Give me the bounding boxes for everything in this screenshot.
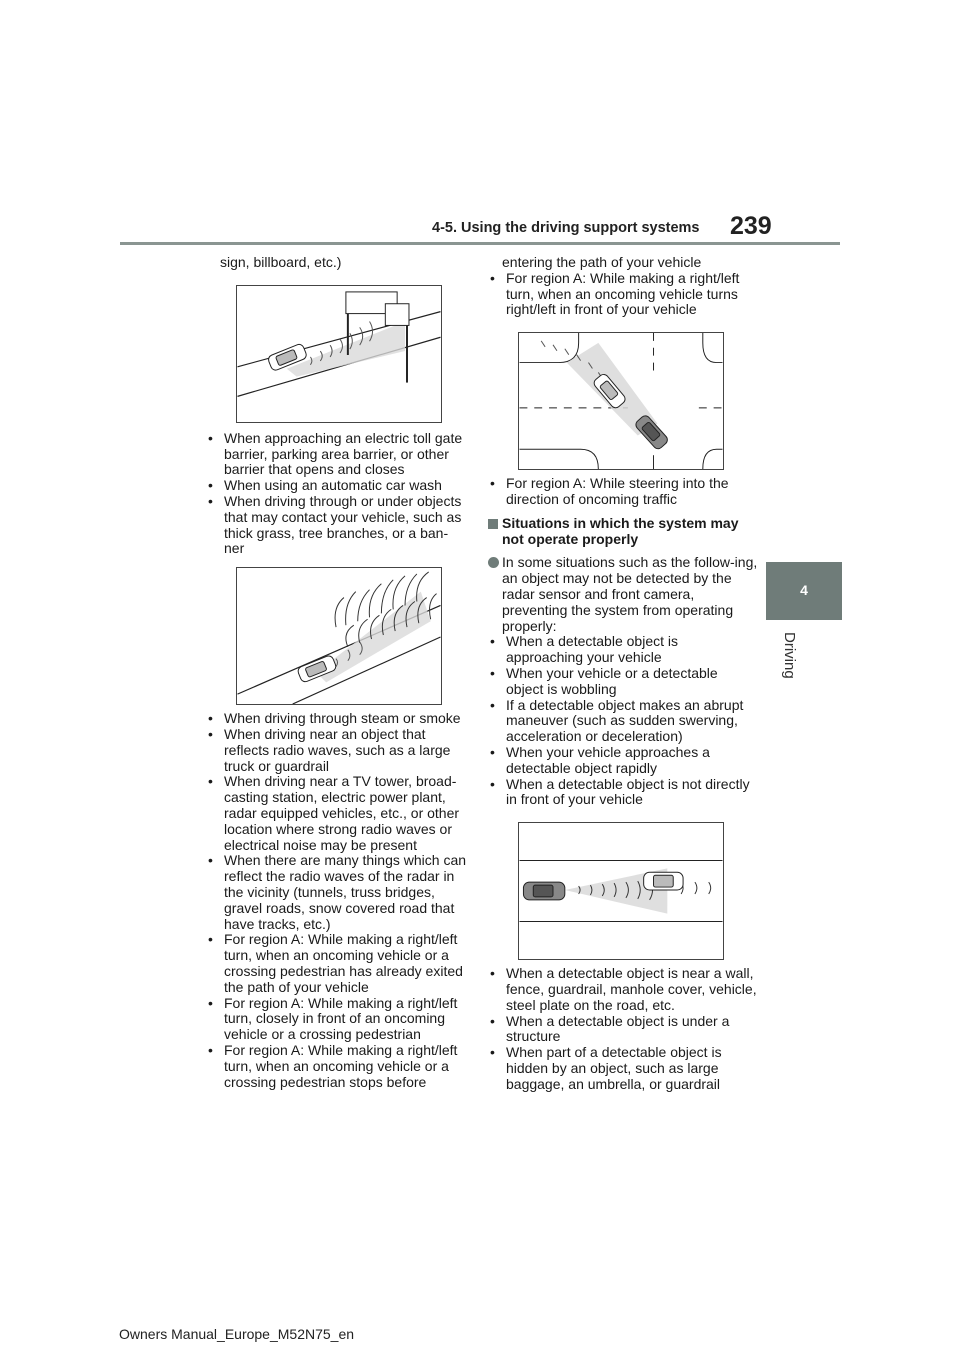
chapter-label-text: Driving	[781, 632, 798, 679]
list-item: • When approaching an electric toll gate barrier, parking area barrier, or other barrier that opens and closes	[206, 431, 468, 478]
list-item: • For region A: While steering into the direction of oncoming traffic	[488, 476, 758, 508]
intro-paragraph: In some situations such as the follow-ing, an object may not be detected by the radar sensor and front camera, preventing the system from operating properly:	[488, 555, 758, 634]
list-item: • When there are many things which can reflect the radio waves of the radar in the vicinity (tunnels, truss bridges, gravel roads, snow covered road that have tracks, etc.)	[206, 853, 468, 932]
billboard-illustration	[236, 285, 442, 423]
left-column	[206, 255, 468, 1090]
billboard-drawing	[237, 286, 441, 422]
list-item: • When a detectable object is near a wall, fence, guardrail, manhole cover, vehicle, steel plate on the road, etc.	[488, 966, 758, 1013]
header-divider	[120, 242, 840, 245]
section-title: 4-5. Using the driving support systems	[432, 220, 700, 236]
continuation-text: sign, billboard, etc.)	[220, 254, 342, 270]
footer-text: Owners Manual_Europe_M52N75_en	[119, 1326, 355, 1342]
chapter-number: 4	[800, 582, 808, 598]
list-item: • When a detectable object is not directly in front of your vehicle	[488, 777, 758, 809]
intersection-illustration	[518, 332, 724, 470]
list-item: • When part of a detectable object is hidden by an object, such as large baggage, an umbrella, or guardrail	[488, 1045, 758, 1092]
list-item: • For region A: While making a right/left turn, when an oncoming vehicle or a crossing pedestrian has already exited the path of your vehicle	[206, 932, 468, 995]
list-item: • When a detectable object is approaching your vehicle	[488, 634, 758, 666]
list-item: • When driving through steam or smoke	[206, 711, 468, 727]
continuation-text: entering the path of your vehicle	[502, 254, 702, 270]
page-number: 239	[730, 212, 772, 240]
list-item: • For region A: While making a right/left turn, closely in front of an oncoming vehicle or a crossing pedestrian	[206, 996, 468, 1043]
chapter-tab	[766, 562, 842, 620]
list-item: • When a detectable object is under a structure	[488, 1014, 758, 1046]
list-item: • When your vehicle or a detectable object is wobbling	[488, 666, 758, 698]
right-column	[488, 255, 758, 1093]
list-item: • When your vehicle approaches a detectable object rapidly	[488, 745, 758, 777]
list-item: • When driving near a TV tower, broad-casting station, electric power plant, radar equipped vehicles, etc., or other location where strong radio waves or electrical noise may be present	[206, 774, 468, 853]
offset-vehicle-drawing	[519, 823, 723, 959]
intersection-drawing	[519, 333, 723, 469]
grass-drawing	[237, 568, 441, 704]
list-item: • For region A: While making a right/left turn, when an oncoming vehicle turns right/left in front of your vehicle	[488, 271, 758, 318]
section-heading: Situations in which the system may not operate properly	[488, 516, 758, 548]
list-item: • When using an automatic car wash	[206, 478, 468, 494]
list-item: • When driving near an object that reflects radio waves, such as a large truck or guardrail	[206, 727, 468, 774]
list-item: • For region A: While making a right/left turn, when an oncoming vehicle or a crossing pedestrian stops before	[206, 1043, 468, 1090]
grass-illustration	[236, 567, 442, 705]
chapter-label	[778, 632, 838, 692]
list-item: • When driving through or under objects that may contact your vehicle, such as thick grass, tree branches, or a ban-ner	[206, 494, 468, 557]
list-item: • If a detectable object makes an abrupt maneuver (such as sudden swerving, acceleration or deceleration)	[488, 698, 758, 745]
offset-vehicle-illustration	[518, 822, 724, 960]
